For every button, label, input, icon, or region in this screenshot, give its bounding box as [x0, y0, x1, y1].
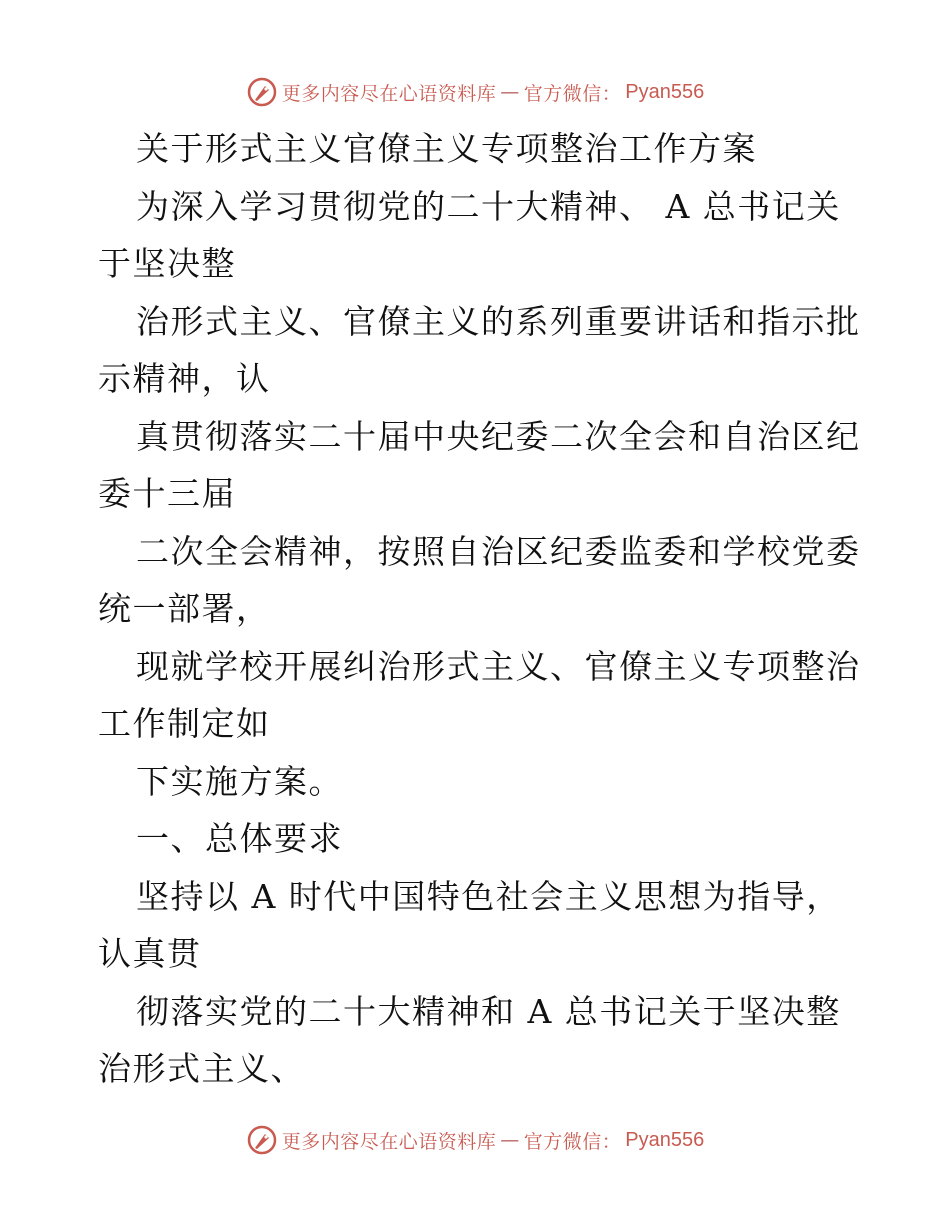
document-line: 认真贯	[98, 934, 202, 973]
watermark-wechat-id: Pyan556	[625, 80, 705, 103]
watermark-separator: —	[500, 81, 520, 103]
document-line: 为深入学习贯彻党的二十大精神、 A 总书记关	[136, 186, 841, 226]
watermark-text: 更多内容尽在心语资料库	[281, 1130, 497, 1153]
document-line: 二次全会精神，按照自治区纪委监委和学校党委	[136, 531, 861, 571]
document-line: 统一部署，	[98, 589, 271, 628]
document-line: 治形式主义、	[98, 1049, 305, 1088]
footer-watermark	[0, 1120, 950, 1160]
pen-nib-logo-icon	[246, 76, 278, 108]
document-line: 现就学校开展纠治形式主义、官僚主义专项整治	[136, 646, 861, 686]
document-line: 一、总体要求	[136, 819, 343, 858]
document-line: 示精神，认	[98, 359, 271, 398]
pen-nib-logo-icon	[246, 1124, 278, 1156]
document-line: 工作制定如	[98, 704, 271, 743]
document-title: 关于形式主义官僚主义专项整治工作方案	[136, 129, 757, 168]
document-line: 委十三届	[98, 474, 236, 513]
document-line: 坚持以 A 时代中国特色社会主义思想为指导，	[136, 876, 841, 916]
watermark-wechat-id: Pyan556	[625, 1128, 705, 1151]
document-body	[98, 120, 861, 1098]
watermark-text: 更多内容尽在心语资料库	[281, 82, 497, 105]
document-paragraphs	[98, 178, 861, 1098]
watermark-wechat-label: 官方微信：	[523, 1130, 622, 1153]
document-line: 治形式主义、官僚主义的系列重要讲话和指示批	[136, 301, 861, 341]
document-line: 下实施方案。	[136, 761, 343, 801]
document-line: 彻落实党的二十大精神和 A 总书记关于坚决整	[136, 991, 841, 1031]
document-line: 真贯彻落实二十届中央纪委二次全会和自治区纪	[136, 416, 861, 456]
header-watermark	[0, 72, 950, 112]
watermark-wechat-label: 官方微信：	[523, 82, 622, 105]
watermark-separator: —	[500, 1129, 520, 1151]
document-line: 于坚决整	[98, 244, 236, 283]
